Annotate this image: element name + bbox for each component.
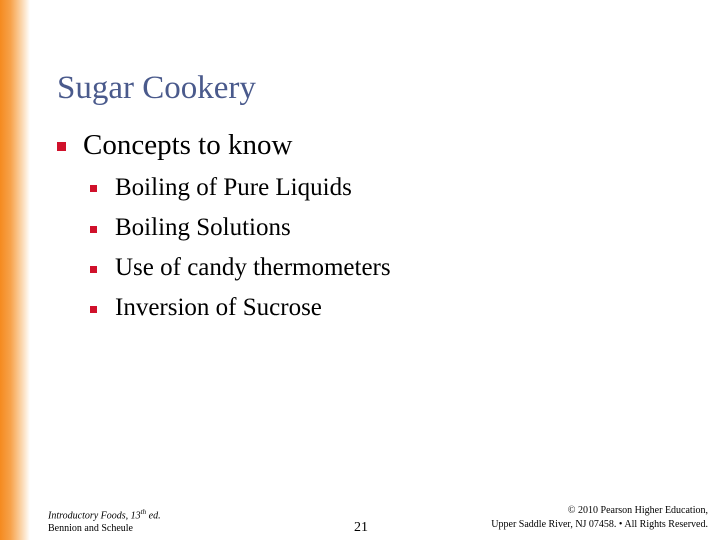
footer-authors: Bennion and Scheule (48, 523, 133, 535)
footer-copyright (491, 504, 708, 532)
sub-bullet-text: Boiling Solutions (115, 214, 291, 241)
slide-title: Sugar Cookery (57, 70, 256, 106)
sub-bullet-text: Use of candy thermometers (115, 254, 391, 281)
copyright-line-2: Upper Saddle River, NJ 07458. • All Rights Reserved. (491, 519, 708, 530)
sub-bullet-text: Boiling of Pure Liquids (115, 174, 352, 201)
footer-book-title: Introductory Foods, 13th ed. (48, 508, 161, 522)
left-accent-bar (0, 0, 30, 540)
page-number: 21 (354, 520, 368, 535)
bullet-square-icon (57, 142, 66, 151)
footer-book-citation (48, 506, 161, 535)
copyright-line-1: © 2010 Pearson Higher Education, (567, 505, 708, 516)
bullet-level1-text: Concepts to know (83, 129, 293, 161)
sub-bullet-square-icon (90, 185, 97, 192)
sub-bullet-text: Inversion of Sucrose (115, 294, 322, 321)
sub-bullet-square-icon (90, 266, 97, 273)
sub-bullet-square-icon (90, 306, 97, 313)
sub-bullet-square-icon (90, 226, 97, 233)
